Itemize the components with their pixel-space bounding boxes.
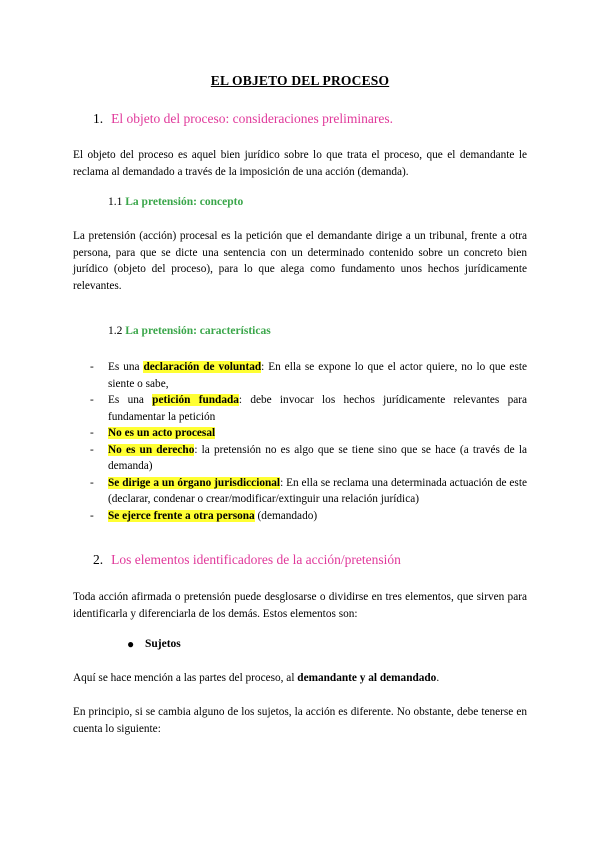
paragraph-subjects-change: En principio, si se cambia alguno de los sujetos, la acción es diferente. No obstante, debe tenerse en cuenta lo siguiente:: [73, 706, 527, 735]
list-item: [90, 425, 527, 442]
item-text: Es una: [108, 361, 144, 373]
bold-term: demandante y al demandado: [297, 672, 437, 684]
subsection-text: La pretensión: concepto: [125, 196, 244, 208]
dash-bullet: -: [90, 427, 94, 439]
dash-bullet: -: [90, 509, 94, 522]
subsection-text: La pretensión: características: [125, 325, 271, 337]
item-text: : En ella se reclama una determinada actuación de este (declarar, condenar o crear/modificar/extinguir una relación jurídica): [108, 476, 527, 505]
dash-bullet: -: [90, 394, 94, 406]
item-text: (demandado): [254, 509, 318, 522]
circle-bullet-icon: ●: [127, 637, 135, 651]
paragraph-text: .: [436, 672, 440, 684]
highlighted-term: petición fundada: [152, 394, 239, 406]
document-title: EL OBJETO DEL PROCESO: [210, 73, 390, 88]
paragraph-pretension-concept: La pretensión (acción) procesal es la petición que el demandante dirige a un tribunal, frente a otra persona, para que se dicte una sentencia con un determinado contenido sobre un concreto bien jurídico (objeto del proceso), para lo que alega como fundamento unos hechos jurídicamente relevantes.: [73, 230, 527, 292]
highlighted-term: declaración de voluntad: [143, 361, 262, 373]
item-text: : debe invocar los hechos jurídicamente relevantes para fundamentar la petición: [108, 394, 528, 423]
section-text: El objeto del proceso: consideraciones preliminares.: [111, 111, 394, 126]
section-text: Los elementos identificadores de la acción/pretensión: [111, 552, 401, 567]
list-item: [90, 359, 527, 392]
paragraph-text: Aquí se hace mención a las partes del proceso, al: [73, 672, 298, 684]
dash-bullet: -: [90, 443, 94, 456]
characteristics-list: [90, 359, 527, 524]
subsection-number: 1.2: [108, 325, 123, 337]
paragraph-subjects: [73, 670, 527, 687]
item-text: : En ella se expone lo que el actor quiere, no lo que este siente o sabe,: [108, 361, 527, 390]
subjects-heading: [127, 638, 181, 650]
paragraph-elements-intro: Toda acción afirmada o pretensión puede desglosarse o dividirse en tres elementos, que sirven para identificarla y diferenciarla de los demás. Estos elementos son:: [73, 591, 527, 620]
item-text: Es una: [108, 394, 153, 406]
subsection-1-1-heading: [108, 196, 243, 208]
section-2-heading: [93, 552, 401, 568]
subjects-label: Sujetos: [145, 638, 181, 650]
list-item: [90, 475, 527, 508]
list-item: [90, 392, 527, 425]
subsection-1-2-heading: [108, 325, 271, 337]
section-1-heading: [93, 111, 393, 127]
highlighted-term: Se ejerce frente a otra persona: [108, 509, 255, 522]
paragraph-object-definition: El objeto del proceso es aquel bien jurídico sobre lo que trata el proceso, que el demandante le reclama al demandado a través de la imposición de una acción (demanda).: [73, 149, 527, 178]
highlighted-term: No es un acto procesal: [108, 427, 216, 439]
highlighted-term: No es un derecho: [108, 443, 195, 456]
dash-bullet: -: [90, 476, 94, 489]
list-item: [90, 508, 527, 525]
section-number: 2.: [93, 552, 104, 567]
item-text: : la pretensión no es algo que se tiene sino que se hace (a través de la demanda): [108, 443, 527, 472]
subsection-number: 1.1: [108, 196, 123, 208]
dash-bullet: -: [90, 361, 94, 373]
section-number: 1.: [93, 111, 104, 126]
highlighted-term: Se dirige a un órgano jurisdiccional: [108, 476, 281, 489]
list-item: [90, 442, 527, 475]
